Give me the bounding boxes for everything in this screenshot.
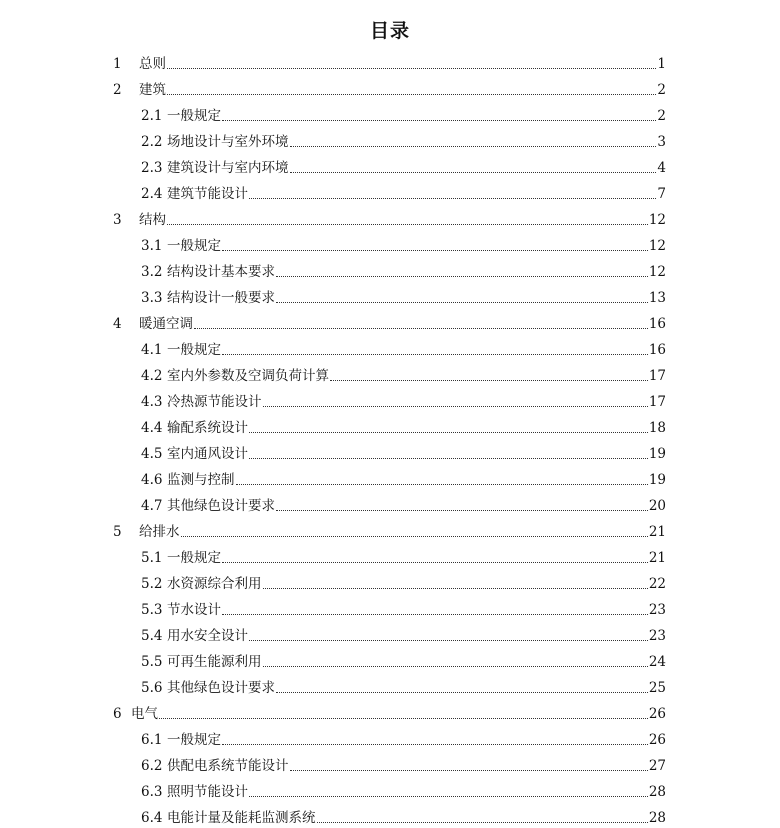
toc-entry-page-number: 13 bbox=[648, 290, 666, 306]
toc-section-entry[interactable] bbox=[0, 748, 780, 774]
toc-entry-page-number: 21 bbox=[648, 550, 666, 566]
toc-entry-page-number: 26 bbox=[648, 706, 666, 722]
toc-entry-label: 一般规定 bbox=[167, 342, 221, 358]
toc-entry-page-number: 17 bbox=[648, 368, 666, 384]
dot-leader bbox=[222, 120, 656, 121]
toc-entry-label: 室内外参数及空调负荷计算 bbox=[167, 368, 329, 384]
toc-entry-page-number: 24 bbox=[648, 654, 666, 670]
toc-entry-page-number: 1 bbox=[657, 56, 666, 72]
dot-leader bbox=[159, 718, 656, 719]
toc-entry-label: 其他绿色设计要求 bbox=[167, 680, 275, 696]
dot-leader bbox=[290, 172, 656, 173]
toc-entry-page-number: 16 bbox=[648, 342, 666, 358]
toc-entry-number: 4.5 bbox=[141, 446, 163, 462]
toc-entry-number: 4.2 bbox=[141, 368, 163, 384]
toc-entry-number: 3.3 bbox=[141, 290, 163, 306]
toc-entry-number: 5.2 bbox=[141, 576, 163, 592]
dot-leader bbox=[263, 406, 656, 407]
toc-entry-label: 监测与控制 bbox=[167, 472, 235, 488]
toc-entry-label: 暖通空调 bbox=[139, 316, 193, 332]
toc-chapter-entry[interactable] bbox=[0, 202, 780, 228]
toc-entry-number: 1 bbox=[113, 56, 122, 72]
toc-section-entry[interactable] bbox=[0, 176, 780, 202]
toc-entry-label: 水资源综合利用 bbox=[167, 576, 262, 592]
toc-entry-page-number: 23 bbox=[648, 602, 666, 618]
toc-entry-label: 结构设计一般要求 bbox=[167, 290, 275, 306]
toc-entry-number: 5.6 bbox=[141, 680, 163, 696]
dot-leader bbox=[167, 94, 656, 95]
toc-entry-number: 6.1 bbox=[141, 732, 163, 748]
toc-section-entry[interactable] bbox=[0, 488, 780, 514]
toc-entry-number: 6 bbox=[113, 706, 122, 722]
toc-chapter-entry[interactable] bbox=[0, 514, 780, 540]
toc-entry-label: 电气 bbox=[131, 706, 158, 722]
toc-entry-label: 节水设计 bbox=[167, 602, 221, 618]
toc-entry-page-number: 2 bbox=[657, 82, 666, 98]
toc-entry-number: 4.1 bbox=[141, 342, 163, 358]
dot-leader bbox=[222, 354, 656, 355]
dot-leader bbox=[290, 770, 656, 771]
toc-entry-page-number: 19 bbox=[648, 472, 666, 488]
toc-entry-label: 结构 bbox=[139, 212, 166, 228]
dot-leader bbox=[317, 822, 656, 823]
toc-section-entry[interactable] bbox=[0, 150, 780, 176]
toc-entry-label: 结构设计基本要求 bbox=[167, 264, 275, 280]
dot-leader bbox=[222, 744, 656, 745]
dot-leader bbox=[222, 614, 656, 615]
toc-entry-label: 供配电系统节能设计 bbox=[167, 758, 289, 774]
toc-entry-number: 6.3 bbox=[141, 784, 163, 800]
dot-leader bbox=[276, 302, 656, 303]
toc-entry-number: 4.4 bbox=[141, 420, 163, 436]
dot-leader bbox=[194, 328, 656, 329]
page-title: 目录 bbox=[369, 20, 410, 42]
toc-section-entry[interactable] bbox=[0, 722, 780, 748]
toc-entry-number: 2.1 bbox=[141, 108, 163, 124]
toc-section-entry[interactable] bbox=[0, 124, 780, 150]
toc-entry-label: 给排水 bbox=[139, 524, 180, 540]
dot-leader bbox=[276, 510, 656, 511]
toc-entry-label: 建筑节能设计 bbox=[167, 186, 248, 202]
dot-leader bbox=[181, 536, 656, 537]
toc-chapter-entry[interactable] bbox=[0, 46, 780, 72]
toc-entry-label: 照明节能设计 bbox=[167, 784, 248, 800]
toc-entry-label: 输配系统设计 bbox=[167, 420, 248, 436]
dot-leader bbox=[290, 146, 656, 147]
toc-section-entry[interactable] bbox=[0, 800, 780, 826]
toc-entry-number: 5.1 bbox=[141, 550, 163, 566]
toc-section-entry[interactable] bbox=[0, 644, 780, 670]
toc-entry-page-number: 18 bbox=[648, 420, 666, 436]
toc-entry-page-number: 4 bbox=[657, 160, 666, 176]
toc-section-entry[interactable] bbox=[0, 98, 780, 124]
dot-leader bbox=[249, 198, 656, 199]
dot-leader bbox=[167, 68, 656, 69]
toc-section-entry[interactable] bbox=[0, 670, 780, 696]
toc-entry-label: 室内通风设计 bbox=[167, 446, 248, 462]
toc-entry-label: 冷热源节能设计 bbox=[167, 394, 262, 410]
toc-entry-number: 3 bbox=[113, 212, 122, 228]
toc-entry-number: 4.7 bbox=[141, 498, 163, 514]
toc-section-entry[interactable] bbox=[0, 566, 780, 592]
toc-entry-page-number: 27 bbox=[648, 758, 666, 774]
toc-entry-page-number: 28 bbox=[648, 784, 666, 800]
toc-entry-page-number: 26 bbox=[648, 732, 666, 748]
dot-leader bbox=[249, 432, 656, 433]
toc-section-entry[interactable] bbox=[0, 280, 780, 306]
toc-entry-label: 场地设计与室外环境 bbox=[167, 134, 289, 150]
toc-entry-label: 用水安全设计 bbox=[167, 628, 248, 644]
toc-entry-number: 2.2 bbox=[141, 134, 163, 150]
toc-section-entry[interactable] bbox=[0, 410, 780, 436]
toc-chapter-entry[interactable] bbox=[0, 72, 780, 98]
dot-leader bbox=[263, 588, 656, 589]
toc-entry-page-number: 20 bbox=[648, 498, 666, 514]
toc-entry-label: 一般规定 bbox=[167, 108, 221, 124]
toc-section-entry[interactable] bbox=[0, 436, 780, 462]
toc-section-entry[interactable] bbox=[0, 462, 780, 488]
dot-leader bbox=[330, 380, 656, 381]
dot-leader bbox=[249, 640, 656, 641]
dot-leader bbox=[249, 458, 656, 459]
toc-section-entry[interactable] bbox=[0, 618, 780, 644]
toc-section-entry[interactable] bbox=[0, 358, 780, 384]
toc-entry-number: 5 bbox=[113, 524, 122, 540]
toc-entry-number: 4.6 bbox=[141, 472, 163, 488]
toc-section-entry[interactable] bbox=[0, 254, 780, 280]
toc-entry-number: 4.3 bbox=[141, 394, 163, 410]
toc-entry-label: 一般规定 bbox=[167, 238, 221, 254]
dot-leader bbox=[276, 692, 656, 693]
toc-entry-label: 一般规定 bbox=[167, 550, 221, 566]
toc-entry-number: 5.4 bbox=[141, 628, 163, 644]
toc-entry-number: 4 bbox=[113, 316, 122, 332]
toc-entry-page-number: 12 bbox=[648, 212, 666, 228]
toc-chapter-entry[interactable] bbox=[0, 306, 780, 332]
toc-entry-page-number: 7 bbox=[657, 186, 666, 202]
toc-entry-page-number: 16 bbox=[648, 316, 666, 332]
toc-section-entry[interactable] bbox=[0, 774, 780, 800]
toc-entry-page-number: 12 bbox=[648, 264, 666, 280]
toc-entry-number: 6.2 bbox=[141, 758, 163, 774]
toc-section-entry[interactable] bbox=[0, 384, 780, 410]
toc-entry-number: 5.5 bbox=[141, 654, 163, 670]
toc-entry-page-number: 2 bbox=[657, 108, 666, 124]
toc-entry-page-number: 12 bbox=[648, 238, 666, 254]
dot-leader bbox=[249, 796, 656, 797]
toc-entry-label: 电能计量及能耗监测系统 bbox=[167, 810, 316, 826]
toc-entry-page-number: 21 bbox=[648, 524, 666, 540]
toc-chapter-entry[interactable] bbox=[0, 696, 780, 722]
toc-entry-page-number: 17 bbox=[648, 394, 666, 410]
dot-leader bbox=[236, 484, 656, 485]
toc-section-entry[interactable] bbox=[0, 332, 780, 358]
toc-entry-page-number: 28 bbox=[648, 810, 666, 826]
toc-entry-label: 其他绿色设计要求 bbox=[167, 498, 275, 514]
toc-entry-number: 2.4 bbox=[141, 186, 163, 202]
toc-entry-label: 建筑设计与室内环境 bbox=[167, 160, 289, 176]
toc-section-entry[interactable] bbox=[0, 540, 780, 566]
dot-leader bbox=[263, 666, 656, 667]
toc-entry-page-number: 3 bbox=[657, 134, 666, 150]
toc-entry-label: 一般规定 bbox=[167, 732, 221, 748]
toc-entry-number: 6.4 bbox=[141, 810, 163, 826]
toc-entry-page-number: 22 bbox=[648, 576, 666, 592]
toc-entry-number: 5.3 bbox=[141, 602, 163, 618]
toc-entry-page-number: 25 bbox=[648, 680, 666, 696]
toc-entry-label: 总则 bbox=[139, 56, 166, 72]
toc-entry-number: 2 bbox=[113, 82, 122, 98]
dot-leader bbox=[276, 276, 656, 277]
toc-entry-label: 可再生能源利用 bbox=[167, 654, 262, 670]
toc-entry-number: 3.2 bbox=[141, 264, 163, 280]
toc-entry-label: 建筑 bbox=[139, 82, 166, 98]
dot-leader bbox=[167, 224, 656, 225]
toc-section-entry[interactable] bbox=[0, 592, 780, 618]
toc-entry-page-number: 23 bbox=[648, 628, 666, 644]
toc-section-entry[interactable] bbox=[0, 228, 780, 254]
toc-entry-number: 2.3 bbox=[141, 160, 163, 176]
dot-leader bbox=[222, 562, 656, 563]
toc-entry-page-number: 19 bbox=[648, 446, 666, 462]
toc-entry-number: 3.1 bbox=[141, 238, 163, 254]
dot-leader bbox=[222, 250, 656, 251]
